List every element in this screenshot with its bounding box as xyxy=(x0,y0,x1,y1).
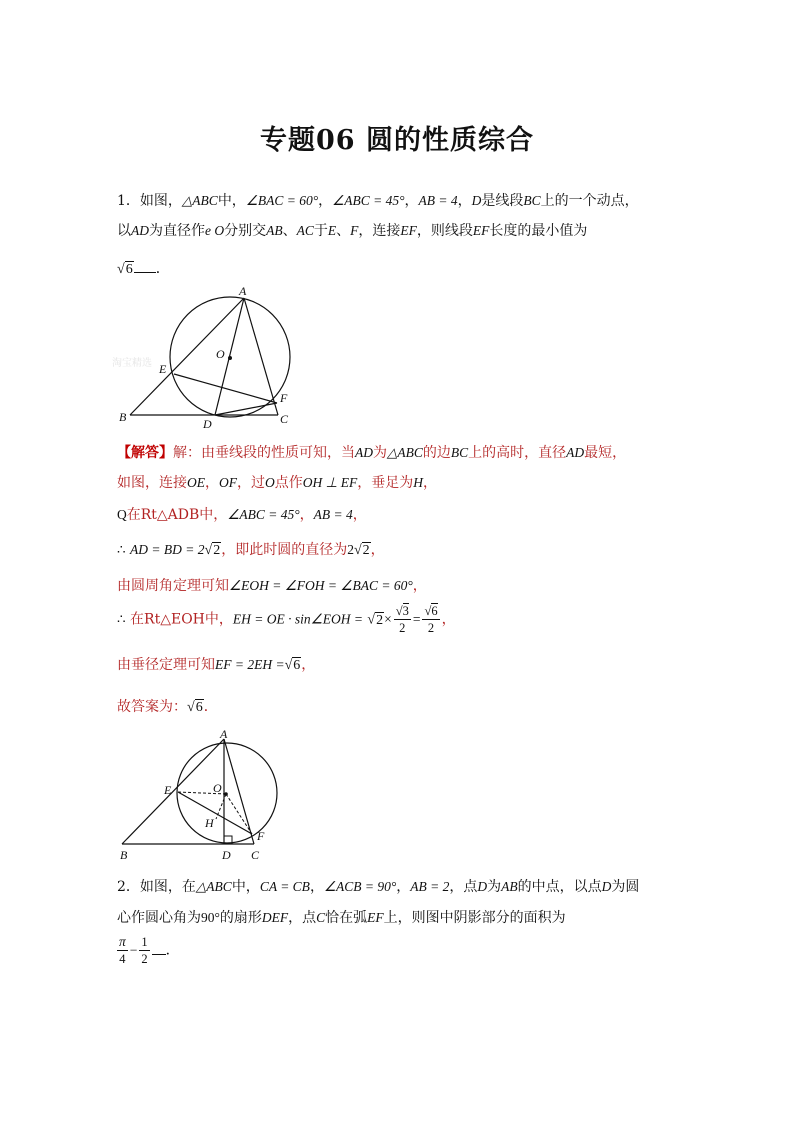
q1-line2 xyxy=(117,220,587,240)
label-f: F xyxy=(257,829,265,843)
q2-number: 2． xyxy=(117,879,140,895)
label-o: O xyxy=(213,781,222,795)
solution-line6 xyxy=(117,603,456,636)
text: 由垂径定理可知 xyxy=(117,657,215,673)
math: AB = 4 xyxy=(418,193,458,208)
text: 上的一个动点， xyxy=(540,193,639,209)
text: ， xyxy=(370,542,385,558)
center-dot xyxy=(228,356,232,360)
math: DEF xyxy=(261,910,289,925)
equals: = xyxy=(412,611,421,627)
text: ， xyxy=(457,193,472,209)
text: 是线段 xyxy=(481,193,524,209)
label-a: A xyxy=(239,284,247,298)
label-h: H xyxy=(205,816,214,830)
math: e O xyxy=(205,223,225,238)
label-e: E xyxy=(164,783,172,797)
solution-line7 xyxy=(117,654,315,674)
fraction xyxy=(139,934,149,967)
text: 恰在弧 xyxy=(325,910,368,926)
math: EF xyxy=(400,223,417,238)
label-e: E xyxy=(159,362,167,376)
text: 故答案为： xyxy=(117,699,187,715)
math: 2 xyxy=(347,542,354,557)
text: 以 xyxy=(117,223,131,239)
q2-line2 xyxy=(117,907,566,927)
math: BC xyxy=(450,445,469,460)
text: ． xyxy=(155,261,170,277)
text: 解：由垂线段的性质可知，当 xyxy=(173,445,355,461)
text: 由圆周角定理可知 xyxy=(117,578,229,594)
text: 如图，连接 xyxy=(117,475,187,491)
radicand: 6 xyxy=(125,262,133,277)
text: ， xyxy=(318,193,333,209)
label-c: C xyxy=(280,412,289,426)
radicand: 6 xyxy=(293,658,301,673)
math: F xyxy=(350,223,359,238)
text: ，垂足为 xyxy=(357,475,414,491)
label-d: D xyxy=(222,848,231,862)
radicand: 3 xyxy=(402,604,409,618)
sqrt: √2 xyxy=(367,612,384,628)
figure-1 xyxy=(110,282,310,434)
text: ，则线段 xyxy=(416,223,473,239)
text: 在Rt△ADB中， xyxy=(126,507,228,523)
math: AD xyxy=(355,445,373,460)
math: AC xyxy=(296,223,314,238)
label-o: O xyxy=(216,347,225,361)
text: ， xyxy=(352,507,367,523)
text: 如图，在 xyxy=(139,879,196,895)
math: EF xyxy=(472,223,490,238)
solution-line4 xyxy=(117,539,385,559)
radicand: 2 xyxy=(362,543,370,558)
text: 分别交 xyxy=(224,223,267,239)
text: 中， xyxy=(231,879,260,895)
denominator: 2 xyxy=(427,621,435,635)
math: ∠ACB = 90° xyxy=(323,879,397,894)
sqrt: √6 xyxy=(117,262,133,277)
text: ， xyxy=(205,475,219,491)
text: 的边 xyxy=(422,445,451,461)
segment-df xyxy=(215,403,277,415)
math: AD xyxy=(131,223,149,238)
q2-answer xyxy=(117,934,180,967)
math: ∠EOH = ∠FOH = ∠BAC = 60° xyxy=(229,578,413,593)
therefore-symbol: ∴ xyxy=(117,542,126,557)
math: △ABC xyxy=(387,445,423,460)
label-d: D xyxy=(203,417,212,431)
fraction xyxy=(422,603,439,636)
sqrt: √2 xyxy=(204,543,221,558)
math: △ABC xyxy=(181,193,218,208)
therefore-symbol: ∴ xyxy=(117,611,126,627)
answer-blank xyxy=(152,942,166,955)
text: 长度的最小值为 xyxy=(489,223,588,239)
math: O xyxy=(265,475,275,490)
math: C xyxy=(316,910,326,925)
text: 点作 xyxy=(274,475,303,491)
solution-head: 【解答】 xyxy=(117,445,173,461)
text: ， xyxy=(423,475,438,491)
sqrt: √6 xyxy=(284,658,301,673)
page-title: 专题06 圆的性质综合 xyxy=(260,125,534,156)
radicand: 6 xyxy=(431,604,438,618)
numerator: 1 xyxy=(141,935,148,949)
label-b: B xyxy=(120,848,128,862)
text: ，连接 xyxy=(358,223,401,239)
text: 上的高时，直径 xyxy=(468,445,567,461)
text: ，过 xyxy=(237,475,265,491)
text: 为 xyxy=(373,445,387,461)
denominator: 2 xyxy=(399,621,406,635)
numerator: √6 xyxy=(424,604,438,618)
text: ，点 xyxy=(288,910,317,926)
text: ，即此时圆的直径为 xyxy=(221,542,348,558)
math: EH = OE · sin∠EOH = xyxy=(232,611,363,627)
solution-line1 xyxy=(117,442,626,462)
radicand: 6 xyxy=(195,700,203,715)
text: 的中点，以点 xyxy=(517,879,602,895)
text: 在Rt△EOH中， xyxy=(130,611,233,628)
q1-number: 1． xyxy=(117,193,140,209)
label-c: C xyxy=(251,848,260,862)
sqrt: √2 xyxy=(353,543,370,558)
q1-line1 xyxy=(117,190,639,210)
segment-ef xyxy=(174,374,277,403)
math: OF xyxy=(219,475,237,490)
svg-text:淘宝精选: 淘宝精选 xyxy=(112,358,152,369)
text: 于 xyxy=(313,223,328,239)
math: AD xyxy=(566,445,585,460)
text: 为圆 xyxy=(611,879,640,895)
q1-answer xyxy=(117,258,170,278)
math: ∠BAC = 60° xyxy=(245,193,319,208)
label-b: B xyxy=(119,410,127,424)
text: ， xyxy=(299,507,314,523)
solution-line8 xyxy=(117,696,218,716)
math: D xyxy=(477,879,488,894)
text: ， xyxy=(396,879,411,895)
math: H xyxy=(413,475,424,490)
solution-line3 xyxy=(117,504,367,524)
times-symbol: × xyxy=(384,611,392,627)
math: 90° xyxy=(201,910,220,925)
math: △ABC xyxy=(195,879,232,894)
math: ∠ABC = 45° xyxy=(332,193,405,208)
math: AB xyxy=(266,223,283,238)
text: ， xyxy=(309,879,324,895)
fraction xyxy=(394,603,411,636)
sqrt: √6 xyxy=(187,700,203,715)
answer-blank xyxy=(134,260,156,273)
radicand: 2 xyxy=(376,612,384,628)
math: AB xyxy=(501,879,518,894)
radicand: 2 xyxy=(213,543,221,558)
label-a: A xyxy=(220,727,228,741)
minus: − xyxy=(129,942,138,958)
math: EF = 2EH = xyxy=(215,657,285,672)
text: ， xyxy=(412,578,427,594)
solution-line5 xyxy=(117,575,427,595)
text: 上，则图中阴影部分的面积为 xyxy=(383,910,566,926)
text: ． xyxy=(165,942,180,959)
text: 为 xyxy=(487,879,502,895)
math: AB = 4 xyxy=(313,507,353,522)
math: E xyxy=(327,223,337,238)
text: ， xyxy=(404,193,419,209)
text: 、 xyxy=(282,223,297,239)
center-dot xyxy=(224,792,228,796)
math: AD = BD = 2 xyxy=(130,542,205,557)
text: 为直径作 xyxy=(149,223,205,239)
math: OH ⊥ EF xyxy=(302,475,358,490)
math: AB = 2 xyxy=(410,879,450,894)
math: EF xyxy=(367,910,384,925)
text: 的扇形 xyxy=(219,910,262,926)
text: 如图， xyxy=(139,193,182,209)
text: ， xyxy=(441,611,456,628)
text: 、 xyxy=(336,223,351,239)
text: 最短， xyxy=(584,445,627,461)
denominator: 4 xyxy=(119,952,126,966)
segment-ac xyxy=(224,739,254,844)
math: CA = CB xyxy=(259,879,310,894)
text: 中， xyxy=(217,193,246,209)
fraction xyxy=(117,934,128,967)
math: D xyxy=(601,879,612,894)
numerator: π xyxy=(119,934,126,949)
math: D xyxy=(471,193,482,208)
math: OE xyxy=(187,475,205,490)
text: ，点 xyxy=(449,879,478,895)
text: ， xyxy=(301,657,316,673)
solution-line2 xyxy=(117,472,437,492)
because-symbol: Q xyxy=(117,507,127,522)
math: ∠ABC = 45° xyxy=(227,507,300,522)
figure-2 xyxy=(112,726,292,866)
q2-line1 xyxy=(117,876,639,896)
text: 心作圆心角为 xyxy=(117,910,201,926)
math: BC xyxy=(523,193,541,208)
text: ． xyxy=(203,699,218,715)
numerator: √3 xyxy=(395,604,409,618)
label-f: F xyxy=(280,391,288,405)
segment-of xyxy=(226,794,252,834)
denominator: 2 xyxy=(141,952,148,966)
